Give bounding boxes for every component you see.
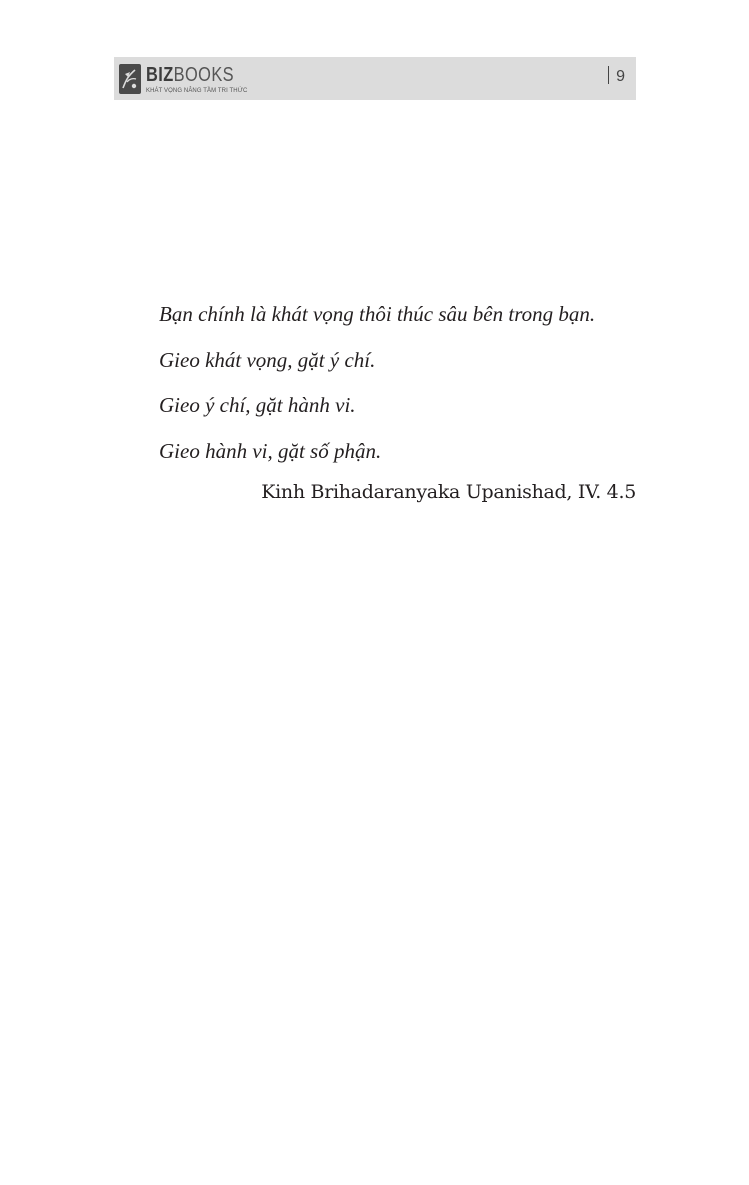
logo-brand — [146, 65, 234, 85]
epigraph-line: Bạn chính là khát vọng thôi thúc sâu bên trong bạn. — [159, 302, 596, 326]
logo-brand-regular: BOOKS — [173, 63, 235, 86]
epigraph-line: Gieo khát vọng, gặt ý chí. — [159, 347, 376, 372]
logo-tagline: KHÁT VỌNG NÂNG TẦM TRI THỨC — [146, 87, 248, 94]
page-number-value: 9 — [616, 68, 625, 86]
logo-text — [146, 65, 253, 94]
publisher-logo — [118, 60, 253, 98]
logo-brand-bold: BIZ — [146, 63, 174, 86]
page-number — [608, 68, 625, 86]
page-number-separator — [608, 66, 609, 84]
bizbooks-emblem-icon — [118, 62, 142, 96]
epigraph-attribution: Kinh Brihadaranyaka Upanishad, IV. 4.5 — [261, 481, 636, 503]
epigraph — [159, 292, 639, 474]
epigraph-line: Gieo ý chí, gặt hành vi. — [159, 393, 356, 417]
epigraph-line: Gieo hành vi, gặt số phận. — [159, 438, 382, 463]
